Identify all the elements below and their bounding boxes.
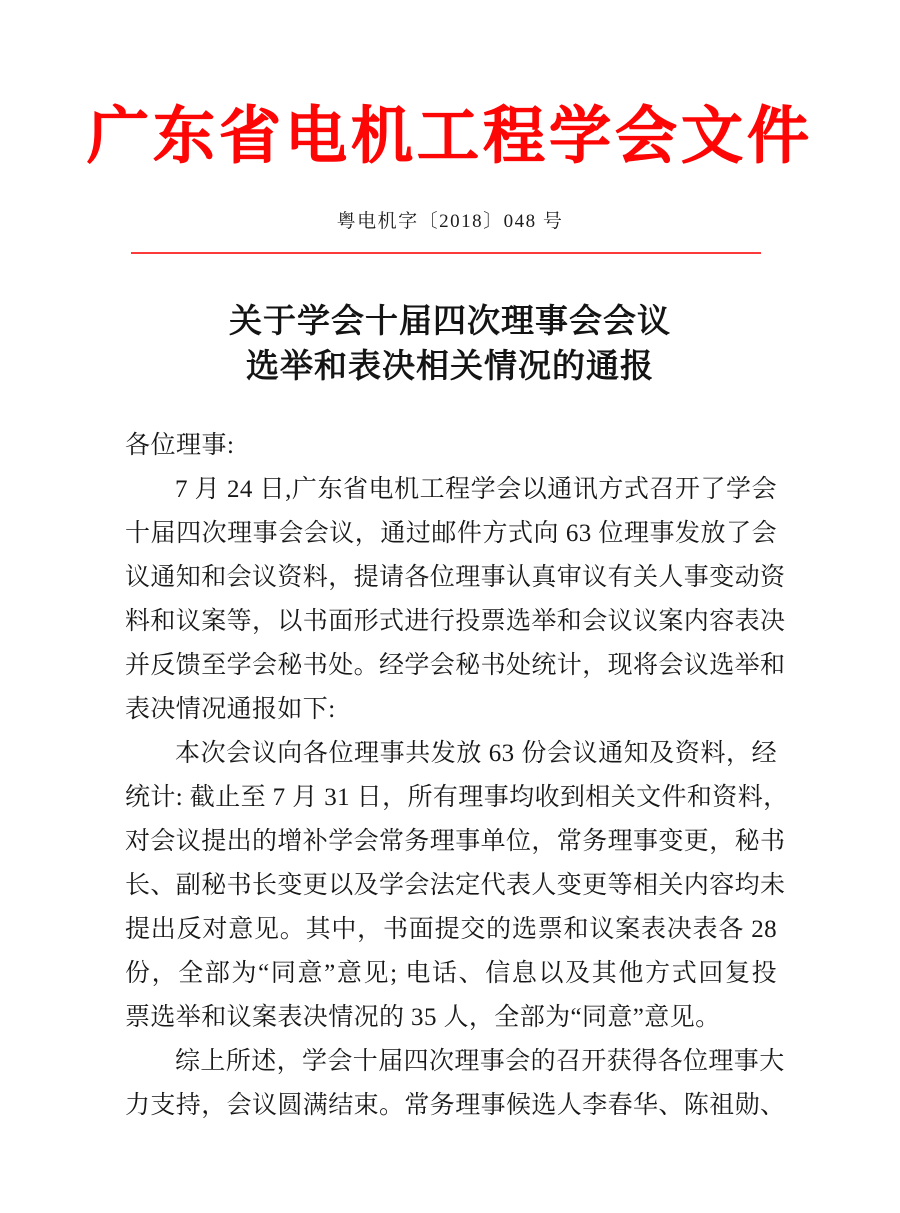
- body-paragraph: [125, 732, 789, 1040]
- body-line: 长、副秘书长变更以及学会法定代表人变更等相关内容均未: [125, 872, 786, 899]
- body-line: 综上所述，学会十届四次理事会的召开获得各位理事大: [175, 1048, 785, 1075]
- red-divider-rule: [131, 252, 761, 254]
- page-title: [0, 298, 900, 388]
- body-line: 议通知和会议资料，提请各位理事认真审议有关人事变动资: [125, 564, 786, 591]
- body-line: 并反馈至学会秘书处。经学会秘书处统计，现将会议选举和: [125, 652, 786, 679]
- body-line: 票选举和议案表决情况的 35 人，全部为“同意”意见。: [125, 1004, 721, 1031]
- body-line: 份，全部为“同意”意见; 电话、信息以及其他方式回复投: [125, 960, 777, 987]
- masthead-title: 广东省电机工程学会文件: [86, 99, 813, 172]
- body-line: 表决情况通报如下:: [125, 696, 336, 723]
- salutation: 各位理事:: [125, 432, 235, 459]
- document-body: [125, 424, 789, 1128]
- body-line: 本次会议向各位理事共发放 63 份会议通知及资料，经: [175, 740, 777, 767]
- document-number: 粤电机字〔2018〕048 号: [336, 211, 564, 232]
- body-line: 力支持，会议圆满结束。常务理事候选人李春华、陈祖勋、: [125, 1092, 786, 1119]
- title-line-2: 选举和表决相关情况的通报: [246, 346, 654, 385]
- body-line: 十届四次理事会会议，通过邮件方式向 63 位理事发放了会: [125, 520, 777, 547]
- body-paragraph: [125, 1040, 786, 1128]
- title-line-1: 关于学会十届四次理事会会议: [229, 301, 671, 340]
- body-line: 7 月 24 日,广东省电机工程学会以通讯方式召开了学会: [175, 476, 777, 503]
- body-line: 提出反对意见。其中，书面提交的选票和议案表决表各 28: [125, 916, 777, 943]
- body-line: 料和议案等，以书面形式进行投票选举和会议议案内容表决: [125, 608, 786, 635]
- body-paragraph: [125, 468, 786, 732]
- body-line: 对会议提出的增补学会常务理事单位，常务理事变更，秘书: [125, 828, 786, 855]
- body-line: 统计: 截止至 7 月 31 日，所有理事均收到相关文件和资料，: [125, 784, 789, 811]
